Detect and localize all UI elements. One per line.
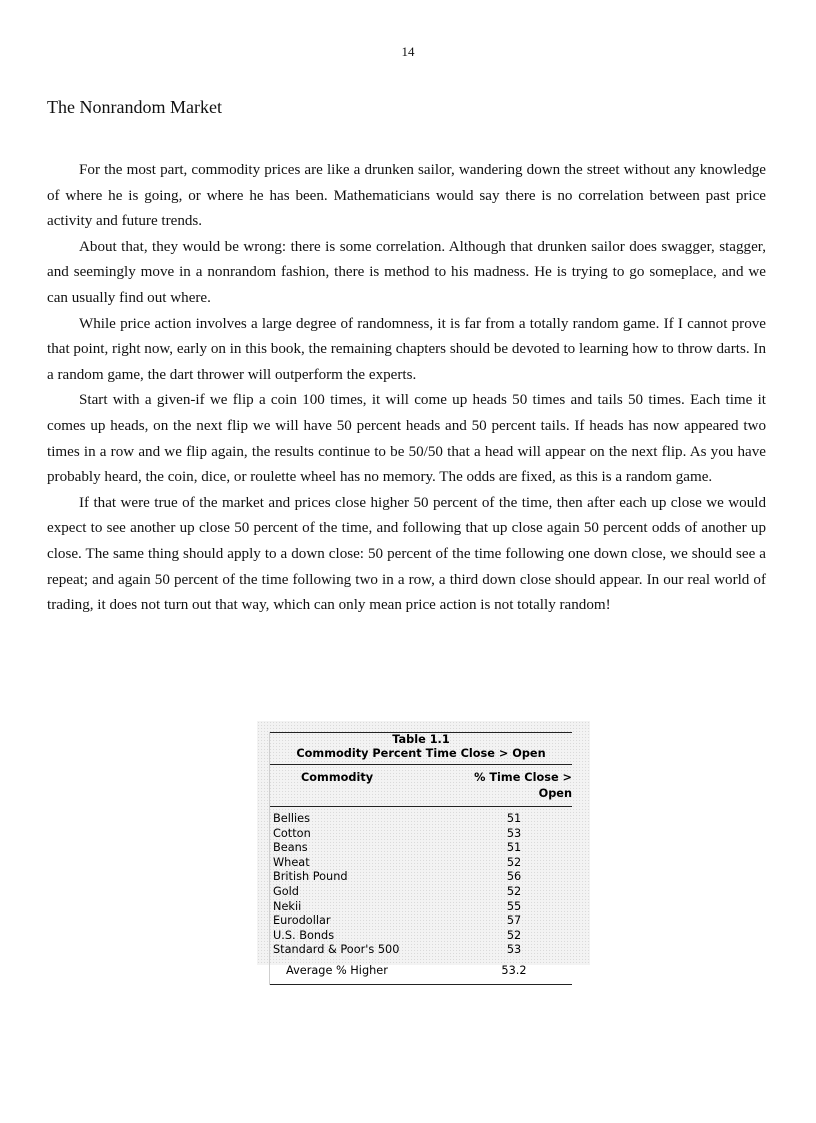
table-figure [257,721,590,977]
body-text [47,158,766,619]
table-row [270,885,572,900]
table-row [270,900,572,915]
paragraph: While price action involves a large degree of randomness, it is far from a totally random game. If I cannot prove that point, right now, early on in this book, the remaining chapters should be devoted to learning how to throw darts. In a random game, the dart thrower will outperform the experts. [47,315,766,383]
paragraph: About that, they would be wrong: there is some correlation. Although that drunken sailor does swagger, stagger, and seemingly move in a nonrandom fashion, there is method to his madness. He is trying to go someplace, and we can usually find out where. [47,238,766,306]
commodity-name: Gold [273,884,299,898]
column-header-percent: % Time Close > Open [474,771,572,800]
commodity-percent: 52 [506,928,522,942]
commodity-percent: 53 [506,826,522,840]
table-row [270,914,572,929]
table-average-row [270,958,572,985]
table-header-row [270,765,572,807]
commodity-name: Standard & Poor's 500 [273,943,400,957]
commodity-name: Nekii [273,899,302,913]
table-row [270,827,572,842]
commodity-percent: 52 [506,855,522,869]
table-body [270,807,572,958]
average-label: Average % Higher [286,963,388,977]
table-row [270,870,572,885]
commodity-name: Bellies [273,812,310,825]
commodity-name: Cotton [273,826,311,840]
commodity-percent: 52 [506,884,522,898]
table-row [270,856,572,871]
commodity-table [269,732,572,985]
average-value: 53.2 [501,963,527,977]
paragraph: If that were true of the market and prices close higher 50 percent of the time, then after each up close we would expect to see another up close 50 percent of the time, and following that up close again 50 percent odds of another up close. The same thing should apply to a down close: 50 percent of the time following one down close, we should see a repeat; and again 50 percent of the time following two in a row, a third down close should appear. In our real world of trading, it does not turn out that way, which can only mean price action is not totally random! [47,494,766,614]
table-row [270,841,572,856]
page-number: 14 [401,44,415,59]
commodity-name: Wheat [273,855,310,869]
table-row [270,943,572,958]
column-header-commodity: Commodity [301,771,374,784]
commodity-percent: 51 [506,841,522,855]
commodity-percent: 56 [506,870,522,884]
section-title: The Nonrandom Market [47,97,222,117]
table-title: Table 1.1 [392,733,450,746]
table-row [270,812,572,827]
commodity-percent: 55 [506,899,522,913]
commodity-name: Beans [273,841,308,855]
table-row [270,929,572,944]
table-subtitle: Commodity Percent Time Close > Open [296,747,546,760]
commodity-name: U.S. Bonds [273,928,335,942]
paragraph: For the most part, commodity prices are like a drunken sailor, wandering down the street without any knowledge of where he is going, or where he has been. Mathematicians would say there is no correlation between past price activity and future trends. [47,162,766,230]
commodity-name: Eurodollar [273,914,331,928]
paragraph: Start with a given-if we flip a coin 100 times, it will come up heads 50 times and tails 50 times. Each time it comes up heads, on the next flip we will have 50 percent heads and 50 percent tails. If heads has now appeared two times in a row and we flip again, the results continue to be 50/50 that a head will appear on the next flip. As you have probably heard, the coin, dice, or roulette wheel has no memory. The odds are fixed, as this is a random game. [47,392,766,486]
commodity-percent: 51 [506,812,522,825]
commodity-name: British Pound [273,870,348,884]
commodity-percent: 53 [506,943,522,957]
commodity-percent: 57 [506,914,522,928]
